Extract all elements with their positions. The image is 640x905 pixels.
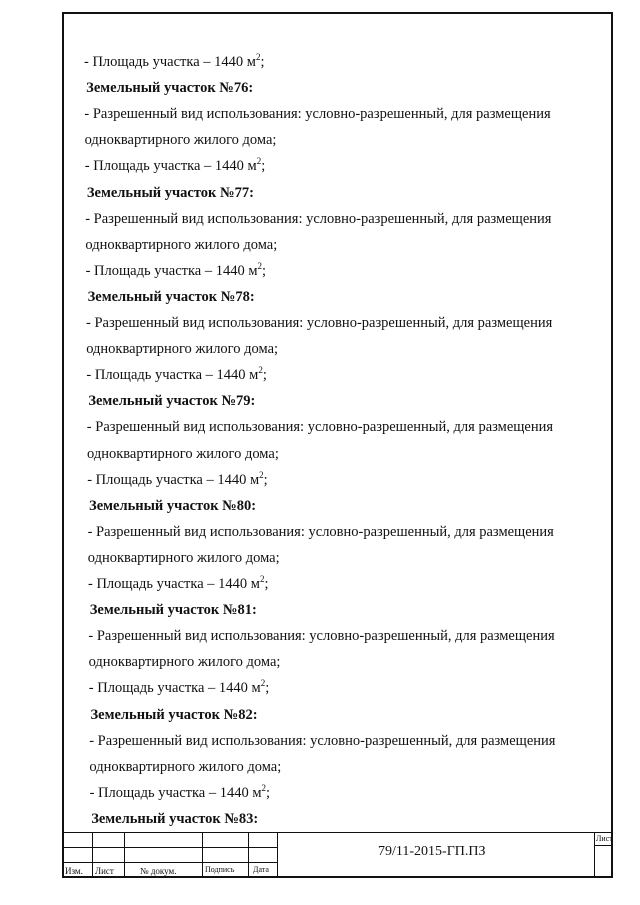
line-text: - Разрешенный вид использования: условно-разрешенный, для размещения <box>88 628 555 645</box>
superscript: 2 <box>261 782 267 793</box>
section-heading <box>89 498 256 515</box>
area-line <box>86 367 266 384</box>
line-text: - Площадь участка – 1440 м <box>85 262 258 279</box>
line-text: одноквартирного жилого дома; <box>84 132 277 149</box>
line-end: ; <box>265 680 270 697</box>
line-end: ; <box>261 158 266 175</box>
line-text: - Площадь участка – 1440 м <box>88 680 261 697</box>
area-line <box>84 54 264 71</box>
line-end: ; <box>264 576 269 592</box>
superscript: 2 <box>259 469 264 480</box>
label-doc-no: № докум. <box>140 866 177 876</box>
line-text: Земельный участок №77: <box>86 184 254 201</box>
text-line <box>88 524 554 541</box>
label-date: Дата <box>253 865 269 874</box>
text-line <box>89 759 281 776</box>
text-line <box>89 733 555 750</box>
area-line <box>85 158 265 175</box>
document-code: 79/11-2015-ГП.ПЗ <box>378 844 486 859</box>
line-text: одноквартирного жилого дома; <box>87 445 279 462</box>
superscript: 2 <box>259 574 265 585</box>
line-text: - Разрешенный вид использования: условно-разрешенный, для размещения <box>86 315 553 331</box>
area-line <box>85 260 267 280</box>
line-text: - Разрешенный вид использования: условно-разрешенный, для размещения <box>87 523 554 540</box>
text-line <box>87 446 279 463</box>
line-text: Земельный участок №78: <box>87 288 255 305</box>
line-end: ; <box>262 367 267 384</box>
line-text: одноквартирного жилого дома; <box>87 549 280 566</box>
section-heading <box>86 80 253 97</box>
line-text: Земельный участок №80: <box>89 497 257 514</box>
line-text: одноквартирного жилого дома; <box>86 341 279 358</box>
text-line <box>85 237 277 254</box>
area-line <box>89 680 269 697</box>
superscript: 2 <box>255 52 261 63</box>
text-line <box>87 419 553 436</box>
line-text: - Площадь участка – 1440 м <box>87 471 260 488</box>
label-sheet: Лист <box>596 834 613 843</box>
section-heading <box>91 811 258 828</box>
line-text: одноквартирного жилого дома; <box>89 758 282 775</box>
line-text: - Площадь участка – 1440 м <box>84 158 257 175</box>
section-heading <box>88 393 255 410</box>
line-end: ; <box>262 262 267 279</box>
text-line <box>86 315 552 332</box>
label-izm: Изм. <box>65 866 83 876</box>
superscript: 2 <box>260 678 266 689</box>
line-text: - Разрешенный вид использования: условно-разрешенный, для размещения <box>89 732 556 749</box>
line-end: ; <box>260 54 265 70</box>
text-line <box>88 550 280 567</box>
text-line <box>85 132 277 149</box>
line-text: - Площадь участка – 1440 м <box>86 367 259 384</box>
line-text: Земельный участок №76: <box>86 80 254 97</box>
line-text: - Разрешенный вид использования: условно-разрешенный, для размещения <box>86 419 554 436</box>
section-heading <box>90 602 257 619</box>
label-list: Лист <box>95 866 114 876</box>
section-heading <box>87 185 254 202</box>
text-line <box>89 654 281 671</box>
text-line <box>88 628 554 645</box>
area-line <box>88 576 268 593</box>
stamp-row-2 <box>62 847 278 863</box>
line-text: - Площадь участка – 1440 м <box>89 784 262 801</box>
line-text: - Площадь участка – 1440 м <box>84 54 256 70</box>
line-text: одноквартирного жилого дома; <box>88 654 281 671</box>
text-line <box>84 106 550 123</box>
line-text: Земельный участок №83: <box>91 810 259 827</box>
text-line <box>85 211 551 228</box>
line-text: - Разрешенный вид использования: условно-разрешенный, для размещения <box>84 106 551 123</box>
line-text: Земельный участок №81: <box>89 602 257 619</box>
line-text: одноквартирного жилого дома; <box>85 236 278 253</box>
section-heading <box>91 707 258 724</box>
superscript: 2 <box>257 260 263 271</box>
line-end: ; <box>266 784 271 801</box>
line-text: Земельный участок №82: <box>90 706 258 723</box>
area-line <box>87 469 268 489</box>
line-text: - Площадь участка – 1440 м <box>88 576 260 592</box>
section-heading <box>88 289 255 306</box>
text-line <box>86 341 278 358</box>
superscript: 2 <box>258 365 263 376</box>
title-block <box>62 832 613 878</box>
line-text: - Разрешенный вид использования: условно-разрешенный, для размещения <box>85 210 552 227</box>
line-text: Земельный участок №79: <box>88 393 256 410</box>
label-signature: Подпись <box>205 865 235 874</box>
line-end: ; <box>263 471 268 488</box>
stamp-row-1 <box>62 832 278 848</box>
superscript: 2 <box>256 156 262 167</box>
area-line <box>89 782 271 802</box>
